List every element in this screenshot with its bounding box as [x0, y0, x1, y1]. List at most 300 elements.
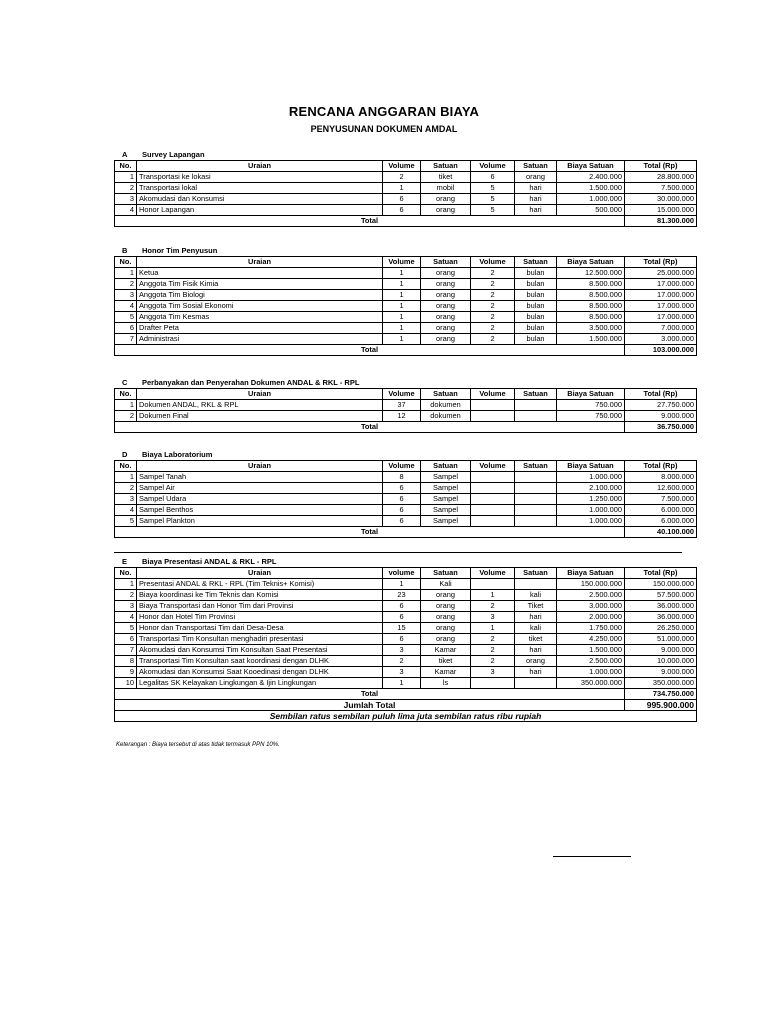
row-volume: 1 [383, 678, 421, 689]
row-no: 3 [115, 601, 137, 612]
row-volume-2: 2 [471, 312, 515, 323]
row-no: 7 [115, 334, 137, 345]
row-satuan: tiket [421, 172, 471, 183]
table-row [115, 678, 697, 689]
header-uraian: Uraian [137, 257, 383, 268]
total-value: 734.750.000 [625, 689, 697, 700]
header-uraian: Uraian [137, 389, 383, 400]
row-volume-2: 5 [471, 194, 515, 205]
row-satuan: Sampel [421, 505, 471, 516]
section-e [114, 555, 694, 722]
row-total: 12.600.000 [625, 483, 697, 494]
section-name: Biaya Presentasi ANDAL & RKL - RPL [142, 557, 277, 566]
row-biaya-satuan: 8.500.000 [557, 312, 625, 323]
row-satuan: Sampel [421, 472, 471, 483]
row-no: 5 [115, 623, 137, 634]
row-biaya-satuan: 1.000.000 [557, 472, 625, 483]
row-no: 5 [115, 312, 137, 323]
total-value: 81.300.000 [625, 216, 697, 227]
row-uraian: Drafter Peta [137, 323, 383, 334]
section-c [114, 376, 694, 433]
table-header-row [115, 161, 697, 172]
row-biaya-satuan: 1.750.000 [557, 623, 625, 634]
row-volume: 3 [383, 667, 421, 678]
row-total: 7.000.000 [625, 323, 697, 334]
row-volume-2 [471, 472, 515, 483]
row-biaya-satuan: 1.000.000 [557, 516, 625, 527]
table-row [115, 411, 697, 422]
section-d [114, 448, 694, 538]
row-uraian: Honor dan Transportasi Tim dari Desa-Desa [137, 623, 383, 634]
row-volume-2 [471, 483, 515, 494]
table-row [115, 290, 697, 301]
header-uraian: Uraian [137, 461, 383, 472]
header-volume: volume [383, 568, 421, 579]
row-satuan: orang [421, 205, 471, 216]
table-header-row [115, 461, 697, 472]
row-satuan: orang [421, 290, 471, 301]
row-volume-2: 2 [471, 301, 515, 312]
row-no: 5 [115, 516, 137, 527]
row-volume: 1 [383, 290, 421, 301]
row-total: 6.000.000 [625, 505, 697, 516]
row-satuan: dokumen [421, 400, 471, 411]
row-satuan-2: hari [515, 612, 557, 623]
row-no: 4 [115, 301, 137, 312]
total-value: 103.000.000 [625, 345, 697, 356]
row-volume: 6 [383, 601, 421, 612]
row-total: 28.800.000 [625, 172, 697, 183]
row-biaya-satuan: 2.500.000 [557, 590, 625, 601]
row-satuan-2: orang [515, 172, 557, 183]
row-biaya-satuan: 1.000.000 [557, 194, 625, 205]
row-volume: 12 [383, 411, 421, 422]
row-uraian: Honor Lapangan [137, 205, 383, 216]
row-volume-2: 2 [471, 334, 515, 345]
row-no: 3 [115, 194, 137, 205]
row-satuan-2: bulan [515, 268, 557, 279]
row-biaya-satuan: 750.000 [557, 400, 625, 411]
amount-in-words: Sembilan ratus sembilan puluh lima juta sembilan ratus ribu rupiah [115, 711, 697, 722]
budget-table [114, 160, 697, 227]
row-satuan: mobil [421, 183, 471, 194]
header-volume-2: Volume [471, 257, 515, 268]
section-name: Survey Lapangan [142, 150, 205, 159]
grand-total-value: 995.900.000 [625, 700, 697, 711]
row-volume: 1 [383, 183, 421, 194]
header-no: No. [115, 389, 137, 400]
header-total: Total (Rp) [625, 461, 697, 472]
row-volume: 6 [383, 612, 421, 623]
header-satuan-2: Satuan [515, 257, 557, 268]
table-row [115, 612, 697, 623]
header-satuan: Satuan [421, 461, 471, 472]
header-biaya-satuan: Biaya Satuan [557, 389, 625, 400]
row-volume: 6 [383, 483, 421, 494]
row-volume: 6 [383, 494, 421, 505]
row-no: 7 [115, 645, 137, 656]
row-satuan: orang [421, 590, 471, 601]
row-satuan-2 [515, 516, 557, 527]
document-subtitle: PENYUSUNAN DOKUMEN AMDAL [310, 124, 458, 134]
row-volume: 1 [383, 279, 421, 290]
row-volume-2 [471, 411, 515, 422]
row-satuan: Kamar [421, 667, 471, 678]
row-uraian: Anggota Tim Biologi [137, 290, 383, 301]
row-uraian: Akomudasi dan Konsumsi Saat Kooedinasi dengan DLHK [137, 667, 383, 678]
total-row [115, 689, 697, 700]
row-uraian: Legalitas SK Kelayakan Lingkungan & Ijin Lingkungan [137, 678, 383, 689]
header-biaya-satuan: Biaya Satuan [557, 568, 625, 579]
row-volume-2 [471, 505, 515, 516]
row-total: 17.000.000 [625, 312, 697, 323]
row-volume-2 [471, 494, 515, 505]
row-satuan: orang [421, 279, 471, 290]
budget-table [114, 388, 697, 433]
header-biaya-satuan: Biaya Satuan [557, 257, 625, 268]
row-satuan-2 [515, 678, 557, 689]
row-total: 26.250.000 [625, 623, 697, 634]
row-volume-2: 1 [471, 590, 515, 601]
row-satuan-2: bulan [515, 323, 557, 334]
row-volume-2 [471, 516, 515, 527]
row-uraian: Ketua [137, 268, 383, 279]
table-row [115, 194, 697, 205]
table-row [115, 656, 697, 667]
row-volume: 6 [383, 194, 421, 205]
section-heading [114, 148, 682, 160]
row-satuan: orang [421, 312, 471, 323]
row-total: 7.500.000 [625, 183, 697, 194]
table-row [115, 516, 697, 527]
row-total: 36.000.000 [625, 612, 697, 623]
row-volume: 6 [383, 505, 421, 516]
row-uraian: Presentasi ANDAL & RKL - RPL (Tim Teknis+ Komisi) [137, 579, 383, 590]
row-satuan-2: hari [515, 645, 557, 656]
row-biaya-satuan: 3.500.000 [557, 323, 625, 334]
row-volume: 1 [383, 312, 421, 323]
section-heading [114, 555, 682, 567]
row-total: 9.000.000 [625, 645, 697, 656]
row-volume: 6 [383, 634, 421, 645]
header-satuan-2: Satuan [515, 461, 557, 472]
grand-total-label: Jumlah Total [115, 700, 625, 711]
row-volume: 2 [383, 172, 421, 183]
row-satuan-2 [515, 483, 557, 494]
row-biaya-satuan: 12.500.000 [557, 268, 625, 279]
header-satuan: Satuan [421, 568, 471, 579]
total-label: Total [115, 527, 625, 538]
section-letter: D [122, 450, 128, 459]
header-volume-2: Volume [471, 389, 515, 400]
table-row [115, 505, 697, 516]
row-total: 8.000.000 [625, 472, 697, 483]
row-uraian: Sampel Benthos [137, 505, 383, 516]
row-biaya-satuan: 350.000.000 [557, 678, 625, 689]
header-no: No. [115, 568, 137, 579]
row-total: 30.000.000 [625, 194, 697, 205]
row-volume: 1 [383, 268, 421, 279]
table-row [115, 205, 697, 216]
row-total: 27.750.000 [625, 400, 697, 411]
row-volume: 37 [383, 400, 421, 411]
row-uraian: Biaya Transportasi dan Honor Tim dari Provinsi [137, 601, 383, 612]
row-volume: 1 [383, 323, 421, 334]
header-biaya-satuan: Biaya Satuan [557, 161, 625, 172]
header-total: Total (Rp) [625, 257, 697, 268]
row-volume: 23 [383, 590, 421, 601]
row-volume-2 [471, 579, 515, 590]
row-biaya-satuan: 1.500.000 [557, 334, 625, 345]
header-satuan: Satuan [421, 161, 471, 172]
row-satuan-2 [515, 579, 557, 590]
row-total: 7.500.000 [625, 494, 697, 505]
row-biaya-satuan: 8.500.000 [557, 290, 625, 301]
row-total: 36.000.000 [625, 601, 697, 612]
section-letter: E [122, 557, 128, 566]
row-total: 350.000.000 [625, 678, 697, 689]
total-value: 40.100.000 [625, 527, 697, 538]
row-satuan: orang [421, 601, 471, 612]
row-no: 2 [115, 483, 137, 494]
header-uraian: Uraian [137, 161, 383, 172]
row-biaya-satuan: 8.500.000 [557, 279, 625, 290]
row-satuan: orang [421, 634, 471, 645]
row-satuan-2: tiket [515, 634, 557, 645]
row-uraian: Anggota Tim Sosial Ekonomi [137, 301, 383, 312]
table-row [115, 279, 697, 290]
header-no: No. [115, 461, 137, 472]
row-volume: 6 [383, 205, 421, 216]
row-total: 17.000.000 [625, 290, 697, 301]
row-satuan: Kali [421, 579, 471, 590]
row-volume: 6 [383, 516, 421, 527]
total-row [115, 216, 697, 227]
total-label: Total [115, 216, 625, 227]
section-letter: C [122, 378, 128, 387]
row-volume-2: 1 [471, 623, 515, 634]
row-satuan: orang [421, 612, 471, 623]
row-satuan: orang [421, 301, 471, 312]
header-total: Total (Rp) [625, 568, 697, 579]
grand-total-row [115, 700, 697, 711]
row-satuan: orang [421, 194, 471, 205]
row-uraian: Biaya koordinasi ke Tim Teknis dan Komisi [137, 590, 383, 601]
table-row [115, 483, 697, 494]
row-satuan: ls [421, 678, 471, 689]
row-satuan-2 [515, 494, 557, 505]
header-satuan-2: Satuan [515, 161, 557, 172]
row-satuan-2 [515, 411, 557, 422]
row-satuan-2: bulan [515, 290, 557, 301]
header-satuan-2: Satuan [515, 568, 557, 579]
header-total: Total (Rp) [625, 161, 697, 172]
row-satuan: orang [421, 623, 471, 634]
row-volume-2: 6 [471, 172, 515, 183]
table-row [115, 172, 697, 183]
row-biaya-satuan: 150.000.000 [557, 579, 625, 590]
table-row [115, 494, 697, 505]
row-total: 51.000.000 [625, 634, 697, 645]
row-volume: 8 [383, 472, 421, 483]
row-biaya-satuan: 2.400.000 [557, 172, 625, 183]
row-uraian: Akomudasi dan Konsumsi [137, 194, 383, 205]
table-row [115, 400, 697, 411]
row-no: 2 [115, 411, 137, 422]
row-volume: 15 [383, 623, 421, 634]
row-volume-2: 5 [471, 205, 515, 216]
row-satuan-2: bulan [515, 301, 557, 312]
row-uraian: Transportasi Tim Konsultan saat koordinasi dengan DLHK [137, 656, 383, 667]
row-biaya-satuan: 1.500.000 [557, 645, 625, 656]
row-uraian: Dokumen Final [137, 411, 383, 422]
table-row [115, 472, 697, 483]
header-uraian: Uraian [137, 568, 383, 579]
table-row [115, 667, 697, 678]
row-satuan: Kamar [421, 645, 471, 656]
header-volume: Volume [383, 161, 421, 172]
row-uraian: Transportasi ke lokasi [137, 172, 383, 183]
row-no: 3 [115, 494, 137, 505]
row-total: 9.000.000 [625, 667, 697, 678]
section-separator [114, 552, 682, 553]
row-uraian: Administrasi [137, 334, 383, 345]
row-satuan: Sampel [421, 483, 471, 494]
header-satuan-2: Satuan [515, 389, 557, 400]
header-volume: Volume [383, 257, 421, 268]
row-satuan-2 [515, 472, 557, 483]
section-heading [114, 244, 682, 256]
table-header-row [115, 568, 697, 579]
row-uraian: Transportasi Tim Konsultan menghadiri presentasi [137, 634, 383, 645]
row-volume-2 [471, 400, 515, 411]
row-biaya-satuan: 1.000.000 [557, 667, 625, 678]
row-uraian: Transportasi lokal [137, 183, 383, 194]
row-satuan: Sampel [421, 516, 471, 527]
row-biaya-satuan: 1.000.000 [557, 505, 625, 516]
row-satuan-2: bulan [515, 279, 557, 290]
header-no: No. [115, 161, 137, 172]
row-uraian: Akomudasi dan Konsumsi Tim Konsultan Saat Presentasi [137, 645, 383, 656]
row-total: 3.000.000 [625, 334, 697, 345]
row-total: 6.000.000 [625, 516, 697, 527]
row-volume-2: 5 [471, 183, 515, 194]
row-volume-2: 2 [471, 601, 515, 612]
table-row [115, 579, 697, 590]
table-row [115, 183, 697, 194]
table-row [115, 268, 697, 279]
total-label: Total [115, 422, 625, 433]
row-no: 1 [115, 172, 137, 183]
row-total: 150.000.000 [625, 579, 697, 590]
row-no: 10 [115, 678, 137, 689]
row-satuan-2: hari [515, 183, 557, 194]
section-name: Honor Tim Penyusun [142, 246, 218, 255]
row-no: 2 [115, 279, 137, 290]
header-volume: Volume [383, 389, 421, 400]
row-satuan: orang [421, 268, 471, 279]
row-volume-2: 2 [471, 634, 515, 645]
row-satuan: Sampel [421, 494, 471, 505]
document-title: RENCANA ANGGARAN BIAYA [288, 104, 480, 119]
row-satuan: tiket [421, 656, 471, 667]
table-row [115, 334, 697, 345]
signature-line [553, 856, 631, 857]
row-biaya-satuan: 2.100.000 [557, 483, 625, 494]
table-row [115, 623, 697, 634]
total-label: Total [115, 689, 625, 700]
row-total: 17.000.000 [625, 279, 697, 290]
row-volume: 1 [383, 301, 421, 312]
table-row [115, 645, 697, 656]
header-total: Total (Rp) [625, 389, 697, 400]
row-no: 2 [115, 590, 137, 601]
row-satuan-2: bulan [515, 334, 557, 345]
row-no: 1 [115, 472, 137, 483]
row-uraian: Dokumen ANDAL, RKL & RPL [137, 400, 383, 411]
row-biaya-satuan: 500.000 [557, 205, 625, 216]
row-no: 3 [115, 290, 137, 301]
table-row [115, 590, 697, 601]
total-row [115, 422, 697, 433]
row-satuan-2 [515, 505, 557, 516]
footnote: Keterangan : Biaya tersebut di atas tidak termasuk PPN 10%. [116, 742, 280, 748]
row-uraian: Anggota Tim Fisik Kimia [137, 279, 383, 290]
row-satuan: dokumen [421, 411, 471, 422]
row-no: 1 [115, 579, 137, 590]
row-volume: 1 [383, 579, 421, 590]
row-total: 57.500.000 [625, 590, 697, 601]
row-volume-2: 2 [471, 268, 515, 279]
row-volume: 1 [383, 334, 421, 345]
row-volume: 3 [383, 645, 421, 656]
row-uraian: Sampel Air [137, 483, 383, 494]
table-row [115, 312, 697, 323]
budget-table [114, 256, 697, 356]
row-satuan: orang [421, 323, 471, 334]
budget-table [114, 460, 697, 538]
row-biaya-satuan: 1.250.000 [557, 494, 625, 505]
budget-table [114, 567, 697, 722]
row-uraian: Sampel Plankton [137, 516, 383, 527]
row-biaya-satuan: 2.500.000 [557, 656, 625, 667]
row-no: 4 [115, 612, 137, 623]
row-biaya-satuan: 2.000.000 [557, 612, 625, 623]
row-no: 4 [115, 205, 137, 216]
header-no: No. [115, 257, 137, 268]
row-biaya-satuan: 8.500.000 [557, 301, 625, 312]
row-total: 9.000.000 [625, 411, 697, 422]
row-uraian: Sampel Tanah [137, 472, 383, 483]
section-name: Biaya Laboratorium [142, 450, 213, 459]
row-volume-2: 3 [471, 612, 515, 623]
row-no: 6 [115, 634, 137, 645]
row-total: 10.000.000 [625, 656, 697, 667]
row-volume: 2 [383, 656, 421, 667]
total-row [115, 527, 697, 538]
table-row [115, 323, 697, 334]
row-satuan: orang [421, 334, 471, 345]
row-volume-2: 2 [471, 279, 515, 290]
row-satuan-2 [515, 400, 557, 411]
header-satuan: Satuan [421, 389, 471, 400]
row-volume-2: 2 [471, 290, 515, 301]
row-satuan-2: hari [515, 194, 557, 205]
row-no: 1 [115, 400, 137, 411]
row-no: 9 [115, 667, 137, 678]
section-heading [114, 376, 682, 388]
row-uraian: Sampel Udara [137, 494, 383, 505]
